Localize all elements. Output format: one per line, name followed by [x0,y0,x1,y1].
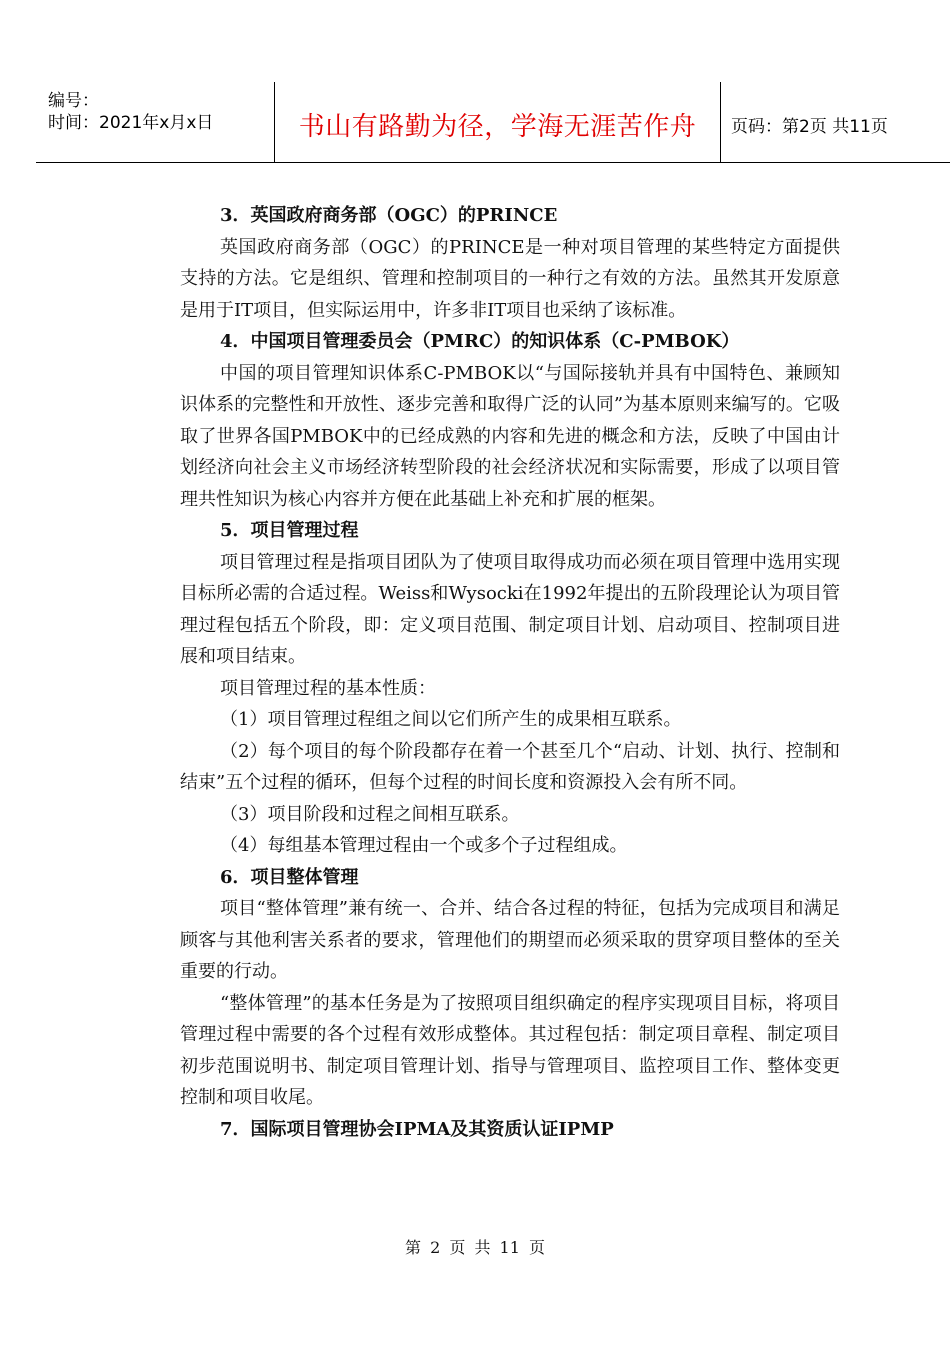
section-heading: 6．项目整体管理 [220,866,359,888]
list-item: （2）每个项目的每个阶段都存在着一个甚至几个“启动、计划、执行、控制和结束”五个过程的循环，但每个过程的时间长度和资源投入会有所不同。 [180,740,840,793]
doc-number-label: 编号： [48,91,99,111]
header-motto-cell [275,82,721,162]
paragraph: 英国政府商务部（OGC）的PRINCE是一种对项目管理的某些特定方面提供支持的方法。它是组织、管理和控制项目的一种行之有效的方法。虽然其开发原意是用于IT项目，但实际运用中，许多非IT项目也采纳了该标准。 [180,236,840,321]
section-heading: 7．国际项目管理协会IPMA及其资质认证IPMP [220,1118,614,1140]
header-motto: 书山有路勤为径，学海无涯苦作舟 [298,112,697,142]
time-line: 时间：2021年x月x日 [48,113,214,133]
section-heading: 4．中国项目管理委员会（PMRC）的知识体系（C-PMBOK） [220,331,740,352]
page-header [36,82,950,163]
section-heading: 5．项目管理过程 [220,520,359,541]
list-item: （4）每组基本管理过程由一个或多个子过程组成。 [220,835,628,856]
header-info-cell [36,82,275,162]
paragraph: “整体管理”的基本任务是为了按照项目组织确定的程序实现项目目标，将项目管理过程中需要的各个过程有效形成整体。其过程包括：制定项目章程、制定项目初步范围说明书、制定项目管理计划、指导与管理项目、监控项目工作、整体变更控制和项目收尾。 [180,992,840,1108]
paragraph: 项目管理过程是指项目团队为了使项目取得成功而必须在项目管理中选用实现目标所必需的合适过程。Weiss和Wysocki在1992年提出的五阶段理论认为项目管理过程包括五个阶段，即：定义项目范围、制定项目计划、启动项目、控制项目进展和项目结束。 [180,551,840,667]
page-footer: 第 2 页 共 11 页 [405,1238,545,1257]
paragraph: 项目“整体管理”兼有统一、合并、结合各过程的特征，包括为完成项目和满足顾客与其他利害关系者的要求，管理他们的期望而必须采取的贯穿项目整体的至关重要的行动。 [180,898,840,982]
header-page-cell [721,82,950,162]
paragraph: 中国的项目管理知识体系C-PMBOK以“与国际接轨并具有中国特色、兼顾知识体系的完整性和开放性、逐步完善和取得广泛的认同”为基本原则来编写的。它吸取了世界各国PMBOK中的已经成熟的内容和先进的概念和方法，反映了中国由计划经济向社会主义市场经济转型阶段的社会经济状况和实际需要，形成了以项目管理共性知识为核心内容并方便在此基础上补充和扩展的框架。 [180,362,840,510]
header-page-code: 页码：第2页 共11页 [731,117,888,137]
section-heading: 3．英国政府商务部（OGC）的PRINCE [220,205,558,226]
paragraph: 项目管理过程的基本性质： [220,677,436,699]
document-body [180,200,840,1145]
list-item: （3）项目阶段和过程之间相互联系。 [220,803,520,825]
list-item: （1）项目管理过程组之间以它们所产生的成果相互联系。 [220,709,682,730]
